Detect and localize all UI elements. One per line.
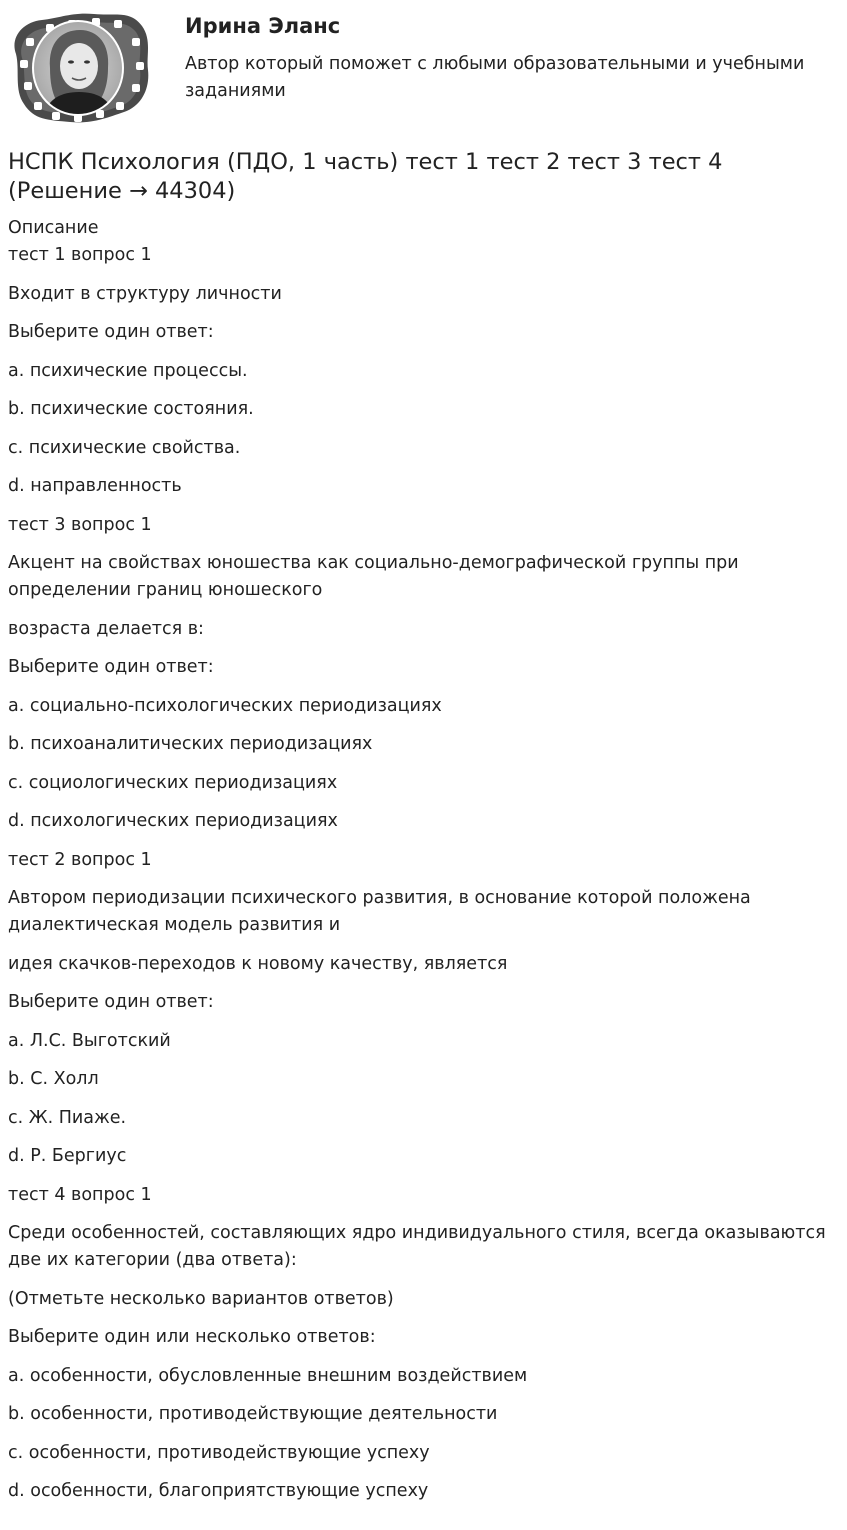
answer-option: b. особенности, противодействующие деятельности <box>8 1404 498 1424</box>
answer-option: c. Ж. Пиаже. <box>8 1107 127 1128</box>
answer-option: a. психические процессы. <box>8 360 248 381</box>
question-heading: тест 2 вопрос 1 <box>8 849 152 870</box>
answer-option: a. особенности, обусловленные внешним воздействием <box>8 1365 528 1386</box>
question-text: Автором периодизации психического развития, в основание которой положена диалектическая модель развития и <box>8 888 751 935</box>
answer-option: c. психические свойства. <box>8 437 241 458</box>
question-block <box>8 1182 838 1506</box>
question-text: (Отметьте несколько вариантов ответов) <box>8 1288 394 1309</box>
answer-option: d. психологических периодизациях <box>8 811 338 831</box>
author-description: Автор который поможет с любыми образовательными и учебными заданиями <box>185 54 805 101</box>
answer-option: c. социологических периодизациях <box>8 772 338 793</box>
question-blocks <box>8 242 838 1505</box>
description-label: Описание <box>8 218 99 238</box>
question-block <box>8 242 838 500</box>
answer-prompt: Выберите один ответ: <box>8 992 214 1012</box>
answer-option: b. психоаналитических периодизациях <box>8 734 373 754</box>
answer-option: d. Р. Бергиус <box>8 1146 127 1166</box>
question-text: идея скачков-переходов к новому качеству, является <box>8 953 508 974</box>
question-text: Входит в структуру личности <box>8 283 282 304</box>
question-heading: тест 4 вопрос 1 <box>8 1184 152 1205</box>
answer-option: b. С. Холл <box>8 1069 99 1089</box>
question-text: возраста делается в: <box>8 618 204 639</box>
author-header <box>0 0 847 140</box>
question-text: Среди особенностей, составляющих ядро индивидуального стиля, всегда оказываются две их категории (два ответа): <box>8 1223 826 1270</box>
answer-prompt: Выберите один или несколько ответов: <box>8 1327 376 1347</box>
answer-option: a. социально-психологических периодизациях <box>8 695 442 716</box>
answer-option: d. направленность <box>8 476 182 496</box>
answer-option: b. психические состояния. <box>8 399 254 419</box>
answer-prompt: Выберите один ответ: <box>8 322 214 342</box>
answer-option: d. особенности, благоприятствующие успеху <box>8 1481 429 1501</box>
question-block <box>8 847 838 1171</box>
author-avatar <box>8 8 150 126</box>
question-text: Акцент на свойствах юношества как социально-демографической группы при определении границ юношеского <box>8 553 739 600</box>
question-block <box>8 512 838 836</box>
question-heading: тест 1 вопрос 1 <box>8 245 152 265</box>
answer-prompt: Выберите один ответ: <box>8 657 214 677</box>
page-title: НСПК Психология (ПДО, 1 часть) тест 1 тест 2 тест 3 тест 4 (Решение → 44304) <box>8 149 723 204</box>
author-name: Ирина Эланс <box>185 14 341 38</box>
question-heading: тест 3 вопрос 1 <box>8 514 152 535</box>
answer-option: a. Л.С. Выготский <box>8 1030 171 1051</box>
answer-option: c. особенности, противодействующие успеху <box>8 1442 430 1463</box>
document-content <box>8 214 838 1517</box>
